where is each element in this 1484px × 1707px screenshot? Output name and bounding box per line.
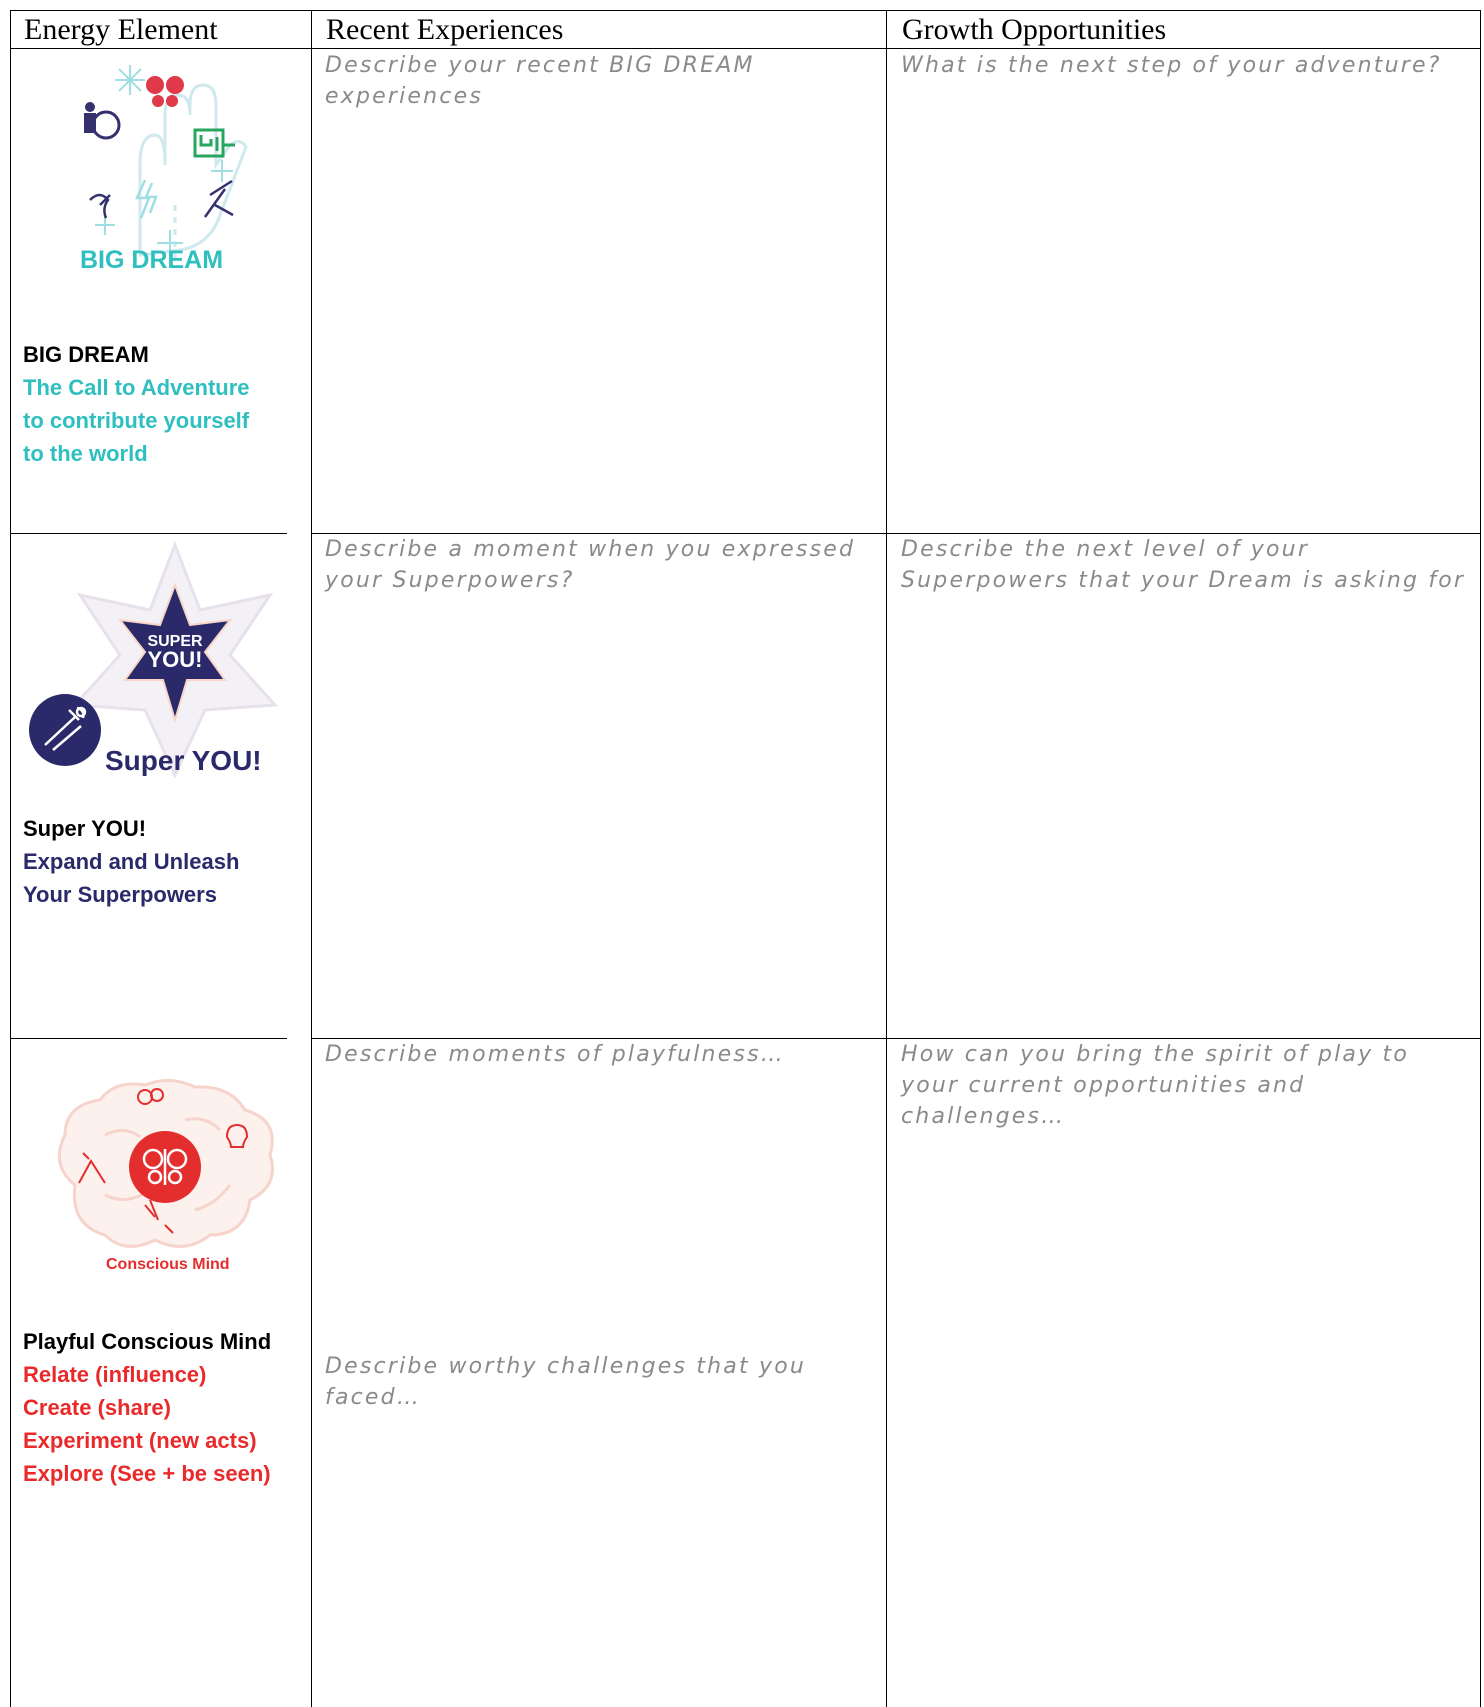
super-you-subtitle-1: Expand and Unleash (23, 849, 240, 874)
column-divider-2 (886, 10, 887, 1707)
big-dream-logo (70, 55, 270, 270)
big-dream-subtitle-2: to contribute yourself (23, 408, 250, 433)
super-you-logo-text: Super YOU! (105, 745, 262, 776)
super-you-badge-line2: YOU! (147, 647, 203, 672)
header-divider (10, 48, 1481, 49)
conscious-mind-logo (45, 1075, 285, 1260)
conscious-mind-recent-prompt[interactable]: Describe moments of playfulness… (325, 1042, 785, 1067)
header-growth-opportunities: Growth Opportunities (902, 13, 1167, 46)
super-you-recent-prompt[interactable]: Describe a moment when you expressed your Superpowers? (325, 537, 856, 593)
super-you-title: Super YOU! (23, 816, 147, 841)
conscious-mind-growth-prompt[interactable]: How can you bring the spirit of play to your current opportunities and challenges… (901, 1042, 1410, 1129)
conscious-mind-recent-prompt-2[interactable]: Describe worthy challenges that you faced… (325, 1354, 807, 1410)
big-dream-recent-prompt[interactable]: Describe your recent BIG DREAM experiences (325, 53, 755, 109)
column-divider-1 (311, 10, 312, 1707)
big-dream-label (23, 338, 250, 470)
big-dream-logo-text: BIG DREAM (80, 246, 224, 274)
conscious-mind-logo-text: Conscious Mind (106, 1256, 230, 1273)
header-recent-experiences: Recent Experiences (326, 13, 564, 46)
conscious-mind-title: Playful Conscious Mind (23, 1329, 272, 1354)
big-dream-subtitle-1: The Call to Adventure (23, 375, 250, 400)
conscious-mind-subtitle-2: Create (share) (23, 1395, 171, 1420)
row-divider-2-left (10, 1038, 287, 1039)
conscious-mind-subtitle-3: Experiment (new acts) (23, 1428, 257, 1453)
big-dream-growth-prompt[interactable]: What is the next step of your adventure? (901, 53, 1442, 78)
row-divider-1-left (10, 533, 287, 534)
super-you-subtitle-2: Your Superpowers (23, 882, 217, 907)
super-you-badge-line1: SUPER (147, 633, 203, 650)
conscious-mind-subtitle-4: Explore (See + be seen) (23, 1461, 271, 1486)
super-you-growth-prompt[interactable]: Describe the next level of your Superpowers that your Dream is asking for (901, 537, 1466, 593)
big-dream-title: BIG DREAM (23, 342, 149, 367)
conscious-mind-subtitle-1: Relate (influence) (23, 1362, 207, 1387)
big-dream-subtitle-3: to the world (23, 441, 148, 466)
header-energy-element: Energy Element (24, 13, 218, 46)
conscious-mind-label (23, 1325, 271, 1490)
super-you-label (23, 812, 239, 911)
